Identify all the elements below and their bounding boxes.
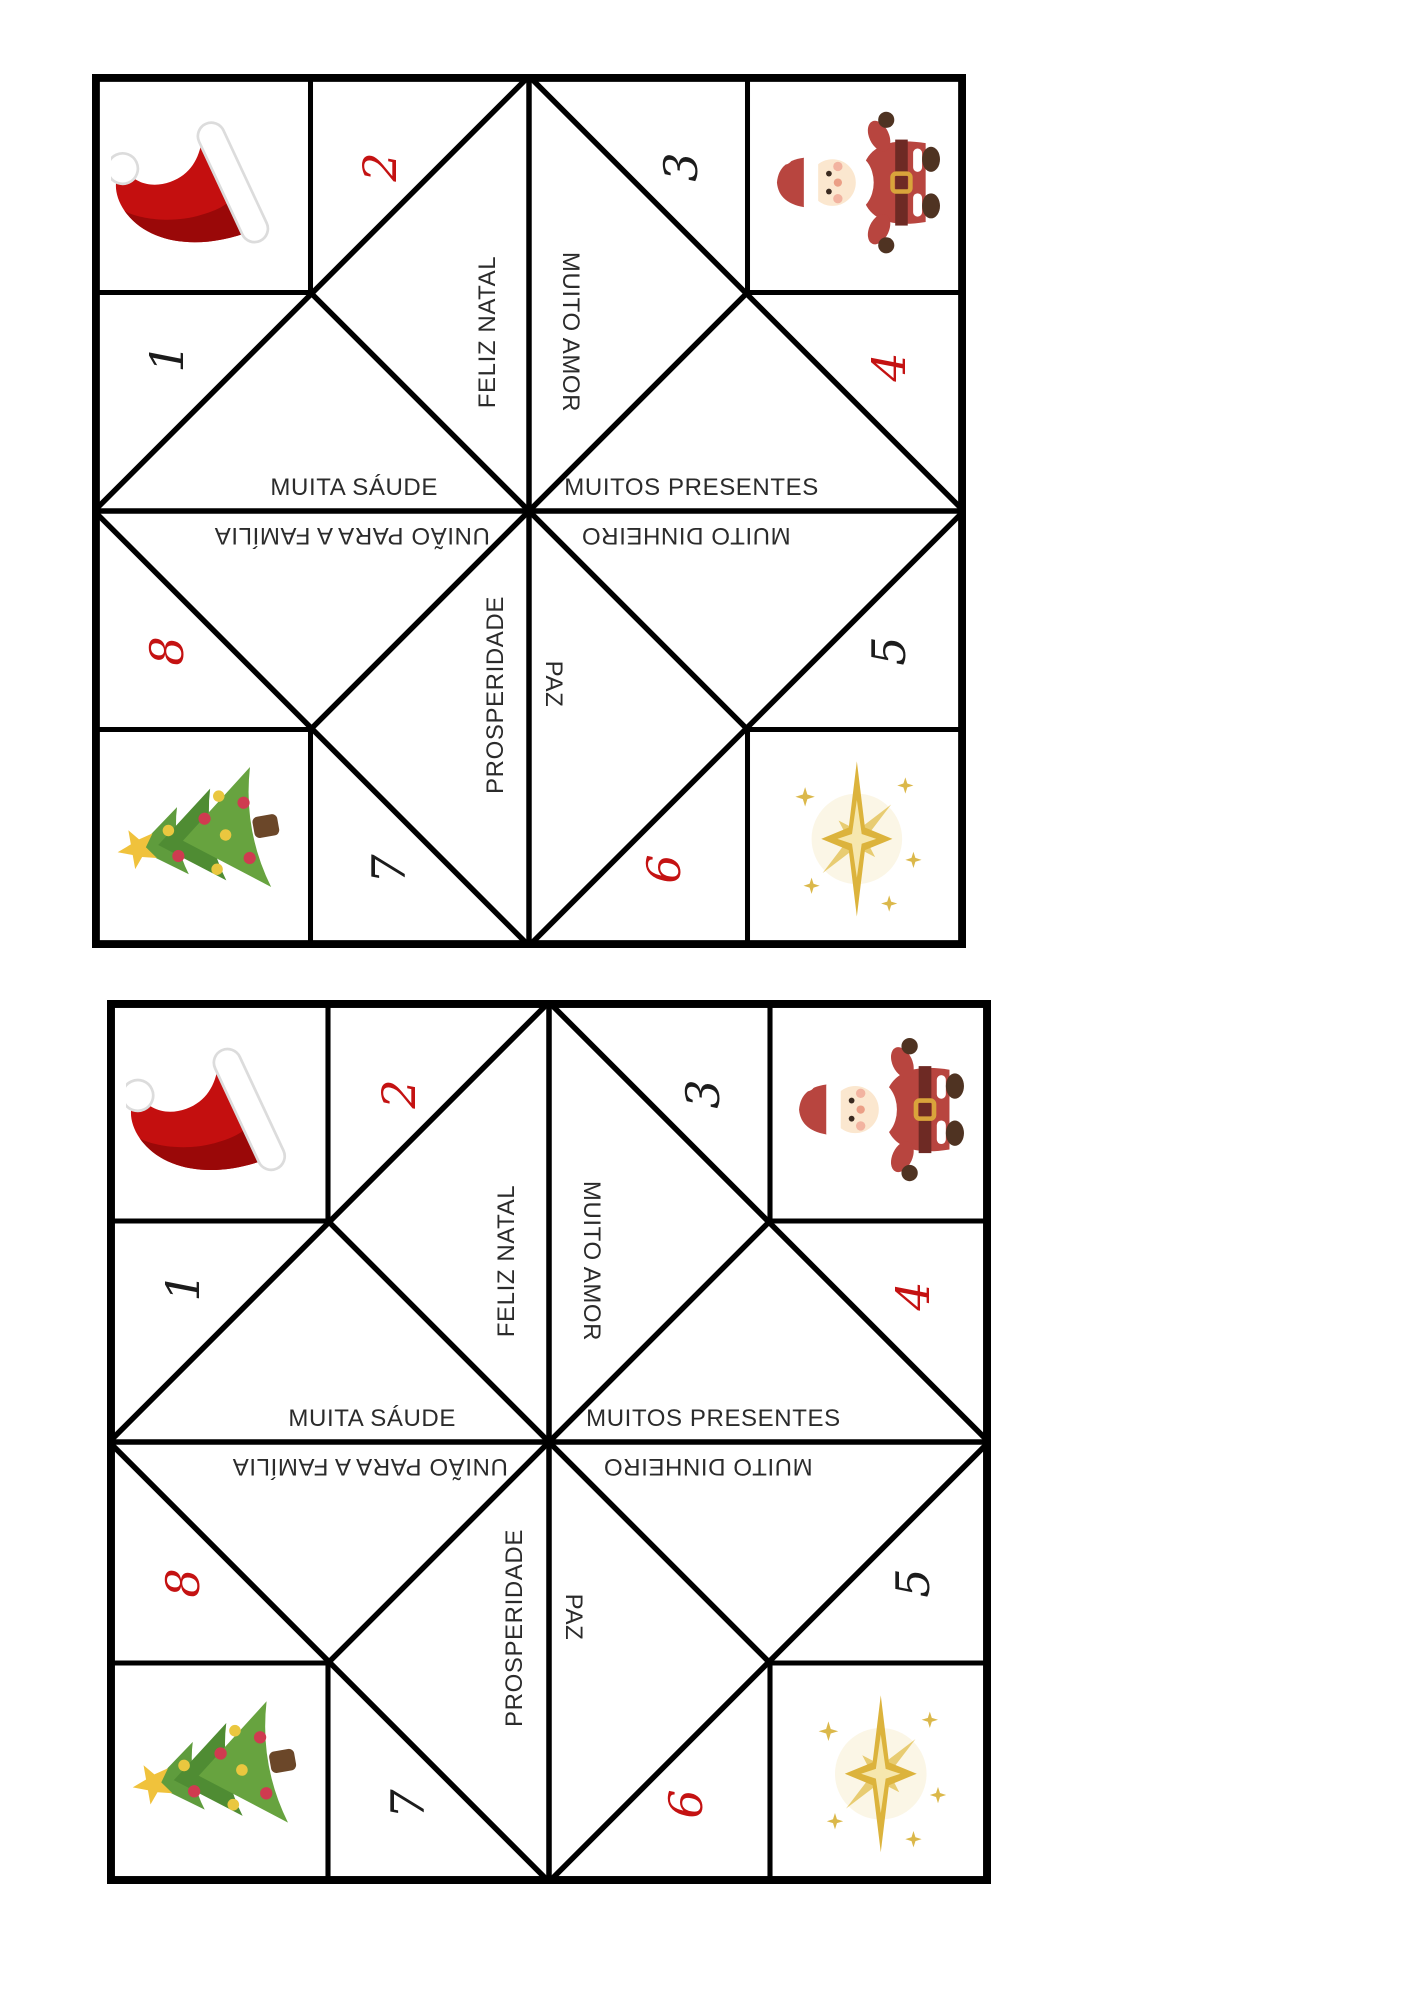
christmas-tree-icon [126,1682,307,1863]
santa-claus-icon [768,93,947,272]
phrase-muito-amor: MUITO AMOR [557,251,585,412]
phrase-paz: PAZ [539,660,567,708]
phrase-muita-saude: MUITA SÁUDE [288,1405,456,1433]
phrase-muito-dinheiro: MUITO DINHEIRO [603,1452,813,1480]
christmas-tree-icon [111,748,290,927]
phrase-muito-amor: MUITO AMOR [577,1180,605,1341]
santa-hat-icon [126,1019,307,1200]
number-2: 2 [353,152,408,182]
phrase-prosperidade: PROSPERIDADE [481,595,509,794]
phrase-prosperidade: PROSPERIDADE [501,1528,529,1727]
phrase-muitos-presentes: MUITOS PRESENTES [564,474,819,502]
number-6: 6 [659,1789,714,1820]
bethlehem-star-icon [799,1692,963,1856]
phrase-paz: PAZ [559,1593,587,1641]
number-7: 7 [362,854,417,884]
number-8: 8 [140,636,195,666]
number-5: 5 [862,636,917,666]
number-8: 8 [156,1568,211,1599]
number-2: 2 [371,1079,426,1109]
phrase-uniao-para-a-familia: UNIÃO PARA A FAMÍLIA [214,521,491,549]
number-3: 3 [675,1079,730,1109]
number-6: 6 [637,854,692,884]
number-1: 1 [140,343,195,373]
phrase-muita-saude: MUITA SÁUDE [270,474,438,502]
fortune-teller-1 [92,74,966,948]
number-4: 4 [862,352,917,382]
number-1: 1 [156,1272,211,1302]
phrase-uniao-para-a-familia: UNIÃO PARA A FAMÍLIA [232,1452,509,1480]
phrase-feliz-natal: FELIZ NATAL [493,1184,521,1337]
fortune-teller-2 [107,1000,991,1884]
santa-hat-icon [111,93,290,272]
phrase-muitos-presentes: MUITOS PRESENTES [586,1405,841,1433]
number-5: 5 [886,1568,941,1599]
phrase-muito-dinheiro: MUITO DINHEIRO [581,521,791,549]
number-4: 4 [886,1281,941,1311]
number-7: 7 [380,1789,435,1820]
number-3: 3 [654,152,709,182]
bethlehem-star-icon [776,758,938,920]
santa-claus-icon [790,1019,971,1200]
phrase-feliz-natal: FELIZ NATAL [473,255,501,409]
